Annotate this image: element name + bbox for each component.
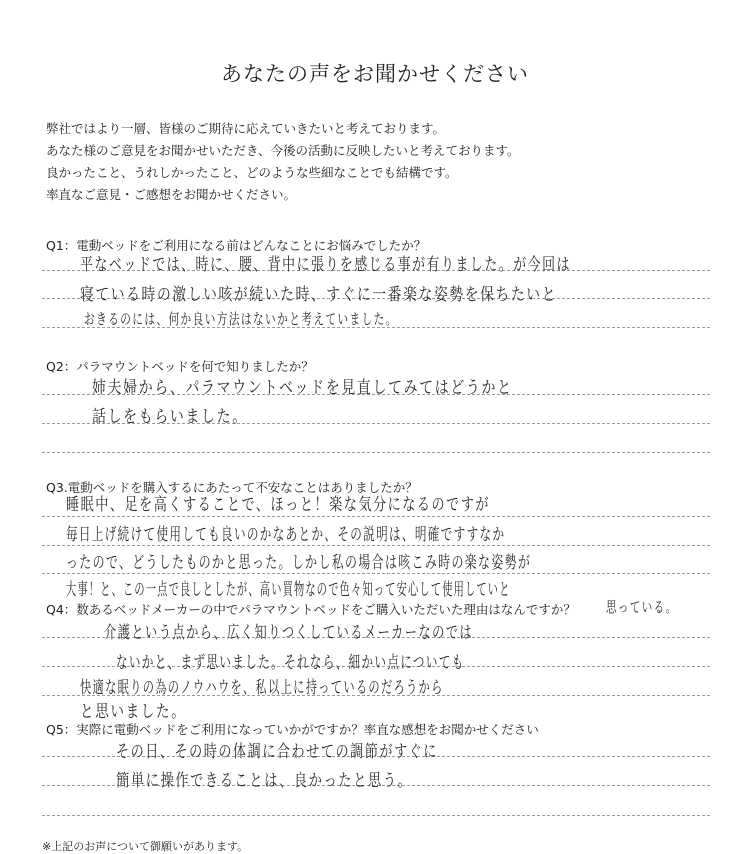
intro-line: 弊社ではより一層、皆様のご期待に応えていきたいと考えております。 bbox=[46, 121, 446, 136]
question-4-label: Q4：数あるベッドメーカーの中でパラマウントベッドをご購入いただいた理由はなんですか？ bbox=[46, 602, 576, 617]
intro-line: 良かったこと、うれしかったこと、どのような些細なことでも結構です。 bbox=[46, 165, 458, 180]
handwritten-answer: おきるのには、何か良い方法はないかと考えていました。 bbox=[84, 310, 398, 328]
intro-line: 率直なご意見・ご感想をお聞かせください。 bbox=[46, 187, 297, 202]
intro-text bbox=[46, 118, 706, 206]
intro-line: あなた様のご意見をお聞かせいただき、今後の活動に反映したいと考えております。 bbox=[46, 143, 520, 158]
page-title: あなたの声をお聞かせください bbox=[221, 62, 529, 86]
handwritten-answer: 睡眠中、足を高くすることで、ほっと！楽な気分になるのですが bbox=[66, 495, 491, 515]
answer-line bbox=[42, 516, 710, 517]
question-1-label: Q1：電動ベッドをご利用になる前はどんなことにお悩みでしたか？ bbox=[46, 238, 427, 253]
handwritten-answer: 毎日上げ続けて使用しても良いのかなあとか、その説明は、明確ですすなか bbox=[66, 525, 506, 545]
handwritten-answer: 平なベッドでは、時に、腰、背中に張りを感じる事が有りました。が今回は bbox=[80, 255, 571, 275]
footer-note: ※上記のお声について御願いがあります。 bbox=[42, 840, 249, 853]
answer-line bbox=[42, 545, 710, 546]
handwritten-answer: 簡単に操作できることは、良かったと思う。 bbox=[116, 771, 413, 791]
handwritten-answer: 快適な眠りの為のノウハウを、私以上に持っているのだろうから bbox=[80, 678, 444, 698]
handwritten-answer: 話しをもらいました。 bbox=[92, 407, 248, 427]
answer-line bbox=[42, 452, 710, 453]
question-5-label: Q5：実際に電動ベッドをご利用になっていかがですか？率直な感想をお聞かせください bbox=[46, 722, 539, 737]
handwritten-answer: 思っている。 bbox=[606, 598, 678, 616]
handwritten-answer: 大事！と、この一点で良しとしたが、高い買物なので色々知って安心して使用していと bbox=[66, 580, 511, 600]
answer-line bbox=[42, 815, 710, 816]
handwritten-answer: その日、その時の体調に合わせての調節がすぐに bbox=[116, 742, 438, 762]
handwritten-answer: ったので、どうしたものかと思った。しかし私の場合は咳こみ時の楽な姿勢が bbox=[66, 553, 532, 573]
handwritten-answer: 介護という点から、広く知りつくしているメーカーなのでは bbox=[104, 623, 474, 643]
question-3-label: Q3.電動ベッドを購入するにあたって不安なことはありましたか？ bbox=[46, 480, 418, 495]
handwritten-answer: 寝ている時の激しい咳が続いた時、すぐに一番楽な姿勢を保ちたいと bbox=[80, 285, 558, 305]
handwritten-answer: 姉夫婦から、パラマウントベッドを見直してみてはどうかと bbox=[92, 378, 513, 398]
handwritten-answer: と思いました。 bbox=[80, 702, 187, 722]
handwritten-answer: ないかと、まず思いました。それなら、細かい点についても bbox=[116, 653, 465, 673]
answer-line bbox=[42, 573, 710, 574]
question-2-label: Q2：パラマウントベッドを何で知りましたか？ bbox=[46, 359, 314, 374]
